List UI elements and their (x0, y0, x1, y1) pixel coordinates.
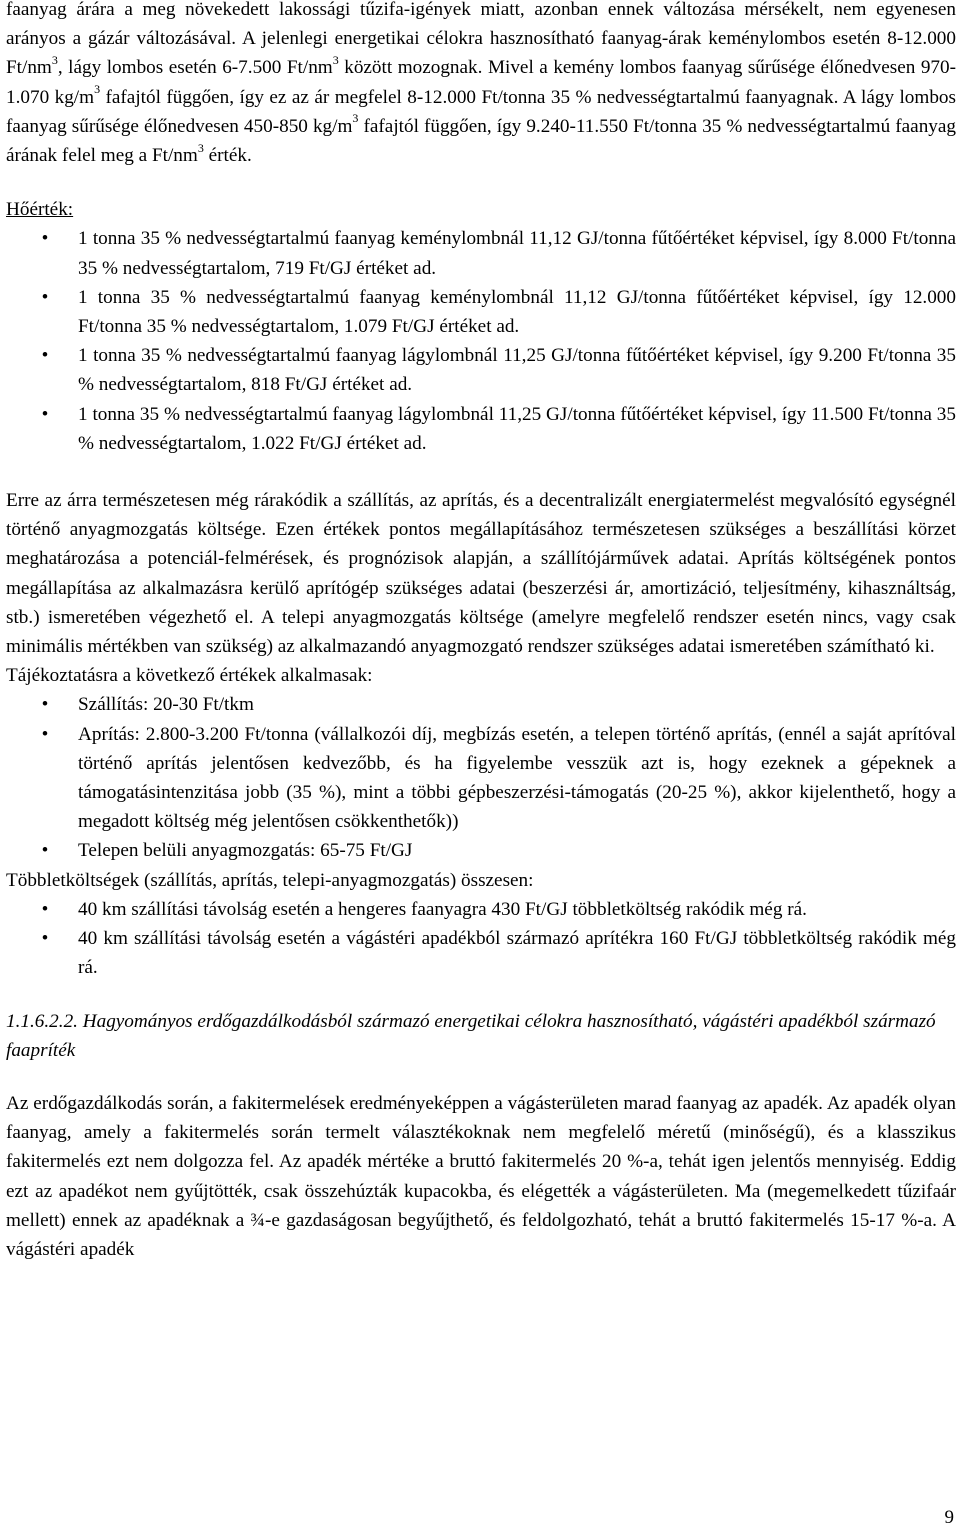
list-item (6, 836, 956, 865)
list-item (6, 400, 956, 458)
list-item (6, 341, 956, 399)
guidance-list (6, 690, 956, 865)
list-item-text: 1 tonna 35 % nedvességtartalmú faanyag keménylombnál 11,12 GJ/tonna fűtőértéket képvisel, így 12.000 Ft/tonna 35 % nedvességtartalom, 1.079 Ft/GJ értéket ad. (78, 286, 956, 338)
residue-paragraph: Az erdőgazdálkodás során, a fakitermelések eredményeképpen a vágásterületen marad faanyag az apadék. Az apadék olyan faanyag, amely a fakitermelés során termelt választékoknak nem megfelelő méretű (minőségű), és a klasszikus fakitermelés ezt nem dolgozza fel. Az apadék mértéke a bruttó fakitermelés 20 %-a, tehát igen jelentős mennyiség. Eddig ezt az apadékot nem gyűjtötték, csak összehúzták kupacokba, és elégették a vágásterületen. Ma (megemelkedett tűzifaár mellett) ennek az apadéknak a ¾-e gazdaságosan begyűjthető, és feldolgozható, tehát a bruttó fakitermelés 15-17 %-a. A vágástéri apadék (6, 1092, 956, 1260)
bullet-icon: • (41, 723, 49, 745)
bullet-icon: • (41, 694, 49, 716)
extra-costs-intro: Többletköltségek (szállítás, aprítás, telepi-anyagmozgatás) összesen: (6, 869, 534, 891)
superscript: 3 (51, 53, 58, 68)
text-run: , lágy lombos esetén 6-7.500 Ft/nm (57, 57, 333, 79)
list-item (6, 224, 956, 282)
list-item-text: 40 km szállítási távolság esetén a vágástéri apadékból származó aprítékra 160 Ft/GJ többletköltség rakódik még rá. (78, 928, 956, 979)
list-item-text: Szállítás: 20-30 Ft/tkm (78, 694, 254, 716)
list-item-text: 40 km szállítási távolság esetén a hengeres faanyagra 430 Ft/GJ többletköltség rakódik még rá. (78, 898, 807, 920)
extra-costs-list (6, 895, 956, 983)
list-item (6, 924, 956, 982)
list-item-text: Telepen belüli anyagmozgatás: 65-75 Ft/GJ (78, 840, 413, 862)
guidance-intro: Tájékoztatásra a következő értékek alkalmasak: (6, 665, 373, 687)
list-item (6, 720, 956, 837)
list-item-text: 1 tonna 35 % nedvességtartalmú faanyag keménylombnál 11,12 GJ/tonna fűtőértéket képvisel, így 8.000 Ft/tonna 35 % nedvességtartalom, 719 Ft/GJ értéket ad. (78, 228, 956, 279)
text-run: fafajtól függően, így ez az ár megfelel 8-12.000 Ft/tonna 35 % nedvességtartalmú faanyagnak. A lágy lombos faanyag sűrűsége élőnedvesen 450-850 kg/m (6, 86, 956, 137)
heat-value-heading: Hőérték: (6, 199, 74, 221)
bullet-icon: • (41, 898, 49, 920)
list-item-text: 1 tonna 35 % nedvességtartalmú faanyag lágylombnál 11,25 GJ/tonna fűtőértéket képvisel, így 11.500 Ft/tonna 35 % nedvességtartalom, 1.022 Ft/GJ értéket ad. (78, 403, 956, 454)
intro-paragraph (6, 0, 956, 170)
list-item (6, 283, 956, 341)
heat-value-list (6, 224, 956, 458)
superscript: 3 (352, 111, 359, 126)
list-item (6, 690, 956, 719)
list-item-text: Aprítás: 2.800-3.200 Ft/tonna (vállalkozói díj, megbízás esetén, a telepen történő aprítás, (ennél a saját aprítóval történő aprítás jelentősen kedvezőbb, és ha figyelembe vesszük azt is, hogy ezeknek a gépeknek a támogatásintenzitása jobb (35 %), mint a többi gépbeszerzési-támogatás (20-25 %), akkor kijelenthető, hogy a megadott költség még jelentősen csökkenthetők)) (78, 723, 956, 833)
bullet-icon: • (41, 228, 49, 250)
superscript: 3 (332, 53, 339, 68)
text-run: érték. (203, 145, 252, 167)
list-item (6, 895, 956, 924)
text-run: faanyag árára a meg növekedett lakossági tűzifa-igények miatt, azonban ennek változása mérsékelt, nem egyenesen arányos a gázár változásával. A jelenlegi energetikai célokra hasznosítható faanyag-árak keménylombos esetén 8-12.000 Ft/nm (6, 0, 956, 79)
superscript: 3 (94, 82, 101, 97)
bullet-icon: • (41, 840, 49, 862)
section-heading: 1.1.6.2.2. Hagyományos erdőgazdálkodásból származó energetikai célokra hasznosítható, vágástéri apadékból származó faapríték (6, 1010, 936, 1061)
bullet-icon: • (41, 928, 49, 950)
bullet-icon: • (41, 345, 49, 367)
superscript: 3 (197, 140, 204, 155)
page-number: 9 (944, 1507, 954, 1528)
text-run: között mozognak. Mivel a kemény lombos faanyag sűrűsége élőnedvesen 970-1.070 kg/m (6, 57, 956, 108)
document-page (6, 0, 956, 1264)
cost-paragraph: Erre az árra természetesen még rárakódik a szállítás, az aprítás, és a decentralizált energiatermelést megvalósító egységnél történő anyagmozgatás költsége. Ezen értékek pontos megállapításához természetesen szükséges a beszállítási körzet meghatározása a potenciál-felmérések, és prognózisok alapján, a szállítójárművek adatai. Aprítás költségének pontos megállapítása az alkalmazásra kerülő aprítógép szükséges adatai (beszerzési ár, amortizáció, teljesítmény, kihasználtság, stb.) ismeretében végezhető el. A telepi anyagmozgatás költsége (amelyre megfelelő rendszer esetén nincs, vagy csak minimális mértékben van szükség) az alkalmazandó anyagmozgató rendszer szükséges adatai ismeretében számítható ki. (6, 490, 956, 658)
bullet-icon: • (41, 286, 49, 308)
list-item-text: 1 tonna 35 % nedvességtartalmú faanyag lágylombnál 11,25 GJ/tonna fűtőértéket képvisel, így 9.200 Ft/tonna 35 % nedvességtartalom, 818 Ft/GJ értéket ad. (78, 345, 956, 396)
bullet-icon: • (41, 403, 49, 425)
text-run: fafajtól függően, így 9.240-11.550 Ft/tonna 35 % nedvességtartalmú faanyag árának felel meg a Ft/nm (6, 115, 956, 167)
